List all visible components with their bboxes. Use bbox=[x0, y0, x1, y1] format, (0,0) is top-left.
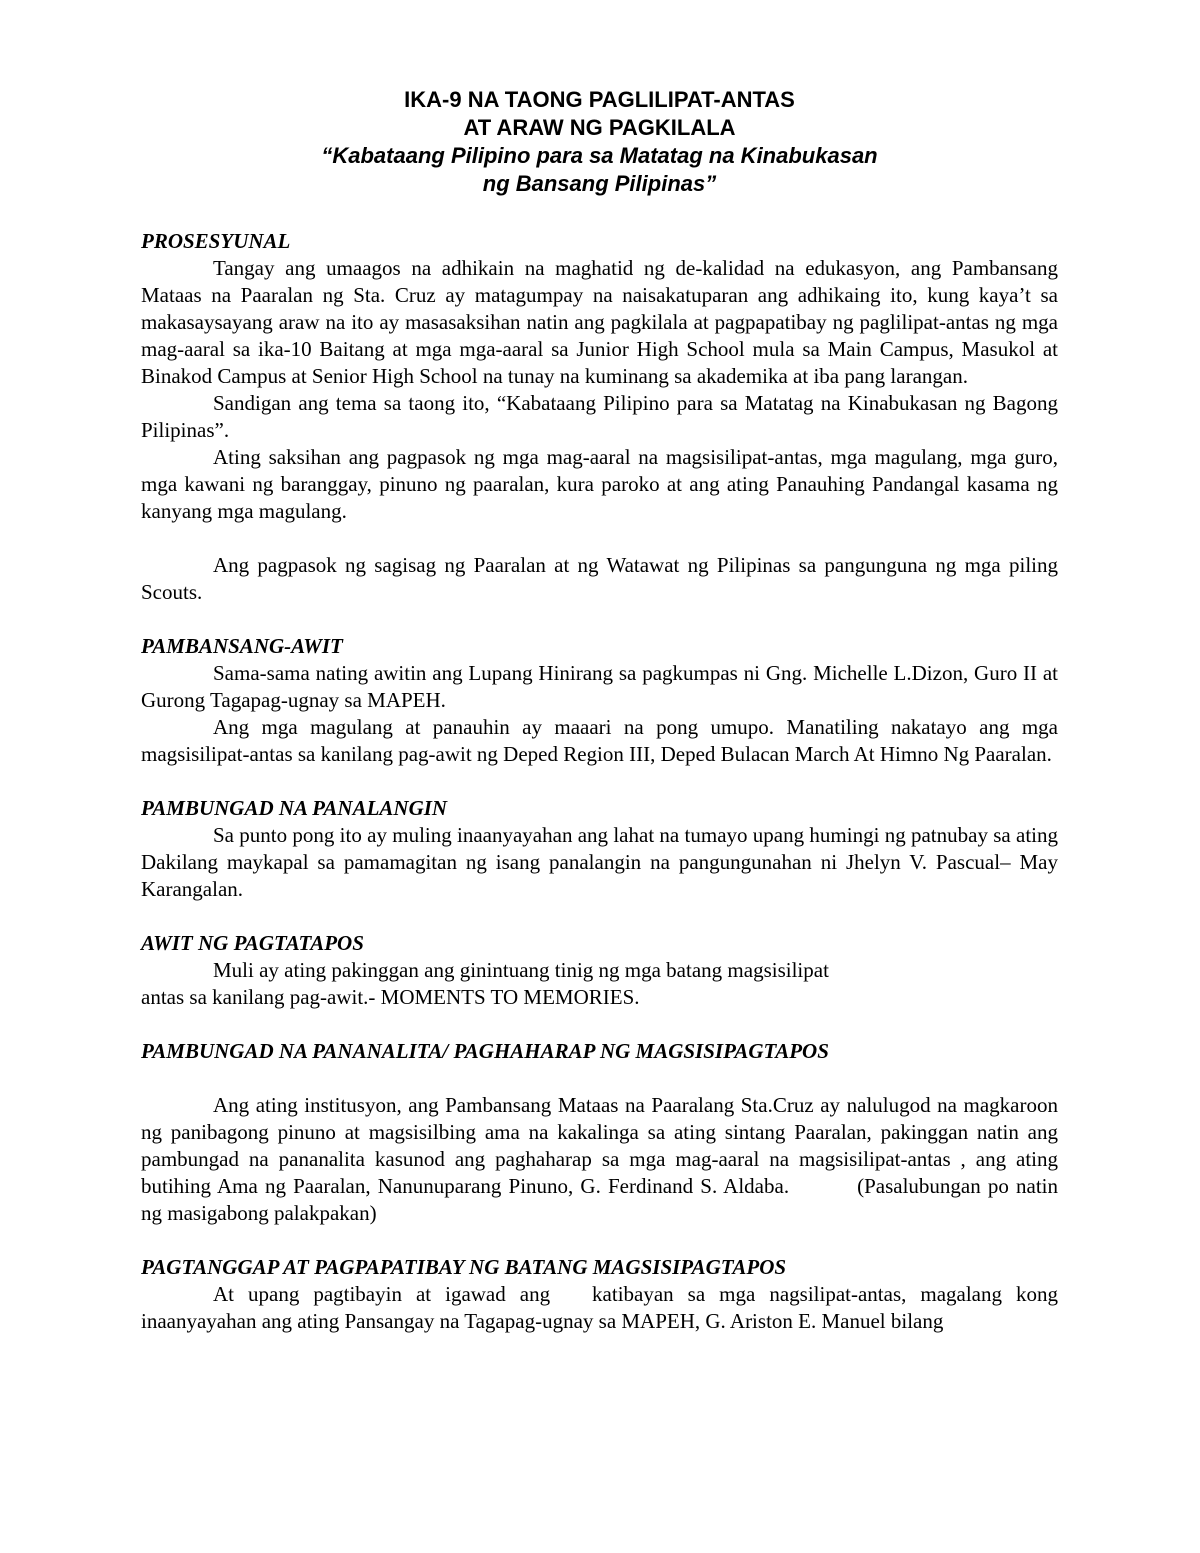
section-panalangin bbox=[141, 795, 1058, 903]
document-title-block bbox=[141, 86, 1058, 198]
paragraph: Ating saksihan ang pagpasok ng mga mag-aaral na magsisilipat-antas, mga magulang, mga guro, mga kawani ng baranggay, pinuno ng paaralan, kura paroko at ang ating Panauhing Pandangal kasama ng kanyang mga magulang. bbox=[141, 445, 1058, 523]
spacer bbox=[141, 1011, 1058, 1038]
paragraph-line: Muli ay ating pakinggan ang ginintuang tinig ng mga batang magsisilipat bbox=[213, 958, 829, 982]
paragraph: At upang pagtibayin at igawad ang katibayan sa mga nagsilipat-antas, magalang kong inaanyayahan ang ating Pansangay na Tagapag-ugnay sa MAPEH, G. Ariston E. Manuel bilang bbox=[141, 1282, 1064, 1333]
section-awit-pagtatapos bbox=[141, 930, 1058, 1011]
paragraph bbox=[141, 1092, 1058, 1227]
document-title-line-2: AT ARAW NG PAGKILALA bbox=[463, 115, 736, 140]
paragraph: Sa punto pong ito ay muling inaanyayahan ang lahat na tumayo upang humingi ng patnubay sa ating Dakilang maykapal sa pamamagitan ng isang panalangin na pangungunahan ni Jhelyn V. Pascual– May Karangalan. bbox=[141, 823, 1058, 901]
section-heading: PAMBUNGAD NA PANANALITA/ PAGHAHARAP NG MAGSISIPAGTAPOS bbox=[141, 1039, 829, 1063]
paragraph: Sandigan ang tema sa taong ito, “Kabataang Pilipino para sa Matatag na Kinabukasan ng Bagong Pilipinas”. bbox=[141, 391, 1058, 442]
spacer bbox=[141, 768, 1058, 795]
section-pananalita bbox=[141, 1038, 1058, 1227]
paragraph: Ang mga magulang at panauhin ay maaari na pong umupo. Manatiling nakatayo ang mga magsisilipat-antas sa kanilang pag-awit ng Deped Region III, Deped Bulacan March At Himno Ng Paaralan. bbox=[141, 715, 1058, 766]
document-title-line-1: IKA-9 NA TAONG PAGLILIPAT-ANTAS bbox=[404, 87, 795, 112]
section-pagtanggap bbox=[141, 1254, 1064, 1335]
document-theme-line-2: ng Bansang Pilipinas” bbox=[482, 171, 717, 196]
document-theme-line-1: “Kabataang Pilipino para sa Matatag na Kinabukasan bbox=[321, 143, 878, 168]
section-pambansang-awit bbox=[141, 633, 1058, 768]
paragraph: Tangay ang umaagos na adhikain na maghatid ng de-kalidad na edukasyon, ang Pambansang Mataas na Paaralan ng Sta. Cruz ay matagumpay na naisakatuparan ang adhikaing ito, kung kaya’t sa makasaysayang araw na ito ay masasaksihan natin ang pagkilala at pagpapatibay ng paglilipat-antas ng mga mag-aaral sa ika-10 Baitang at mga mga-aaral sa Junior High School mula sa Main Campus, Masukol at Binakod Campus at Senior High School na tunay na kuminang sa akademika at iba pang larangan. bbox=[141, 256, 1058, 388]
section-heading: PAMBANSANG-AWIT bbox=[141, 634, 343, 658]
paragraph-line: antas sa kanilang pag-awit.- MOMENTS TO MEMORIES. bbox=[141, 985, 640, 1009]
paragraph: Ang pagpasok ng sagisag ng Paaralan at ng Watawat ng Pilipinas sa pangunguna ng mga piling Scouts. bbox=[141, 553, 1058, 604]
document-page bbox=[141, 86, 1064, 1335]
section-heading: PAGTANGGAP AT PAGPAPATIBAY NG BATANG MAGSISIPAGTAPOS bbox=[141, 1255, 787, 1279]
spacer bbox=[141, 903, 1058, 930]
spacer bbox=[141, 1065, 1058, 1092]
section-heading: AWIT NG PAGTATAPOS bbox=[141, 931, 364, 955]
paragraph: Sama-sama nating awitin ang Lupang Hinirang sa pagkumpas ni Gng. Michelle L.Dizon, Guro II at Gurong Tagapag-ugnay sa MAPEH. bbox=[141, 661, 1058, 712]
spacer bbox=[141, 606, 1058, 633]
paragraph-note: (Pasalubungan po natin ng masigabong palakpakan) bbox=[141, 1174, 1058, 1225]
section-heading: PROSESYUNAL bbox=[141, 229, 291, 253]
spacer bbox=[141, 525, 1058, 552]
spacer bbox=[141, 1227, 1058, 1254]
section-prosesyunal bbox=[141, 228, 1058, 606]
paragraph-text: Ang ating institusyon, ang Pambansang Mataas na Paaralang Sta.Cruz ay nalulugod na magkaroon ng panibagong pinuno at magsisilbing ama na kakalinga sa ating sintang Paaralan, pakinggan natin ang pambungad na pananalita kasunod ang paghaharap sa mga mag-aaral na magsisilipat-antas , ang ating butihing Ama ng Paaralan, Nanunuparang Pinuno, G. Ferdinand S. Aldaba. bbox=[141, 1093, 1058, 1198]
section-heading: PAMBUNGAD NA PANALANGIN bbox=[141, 796, 448, 820]
